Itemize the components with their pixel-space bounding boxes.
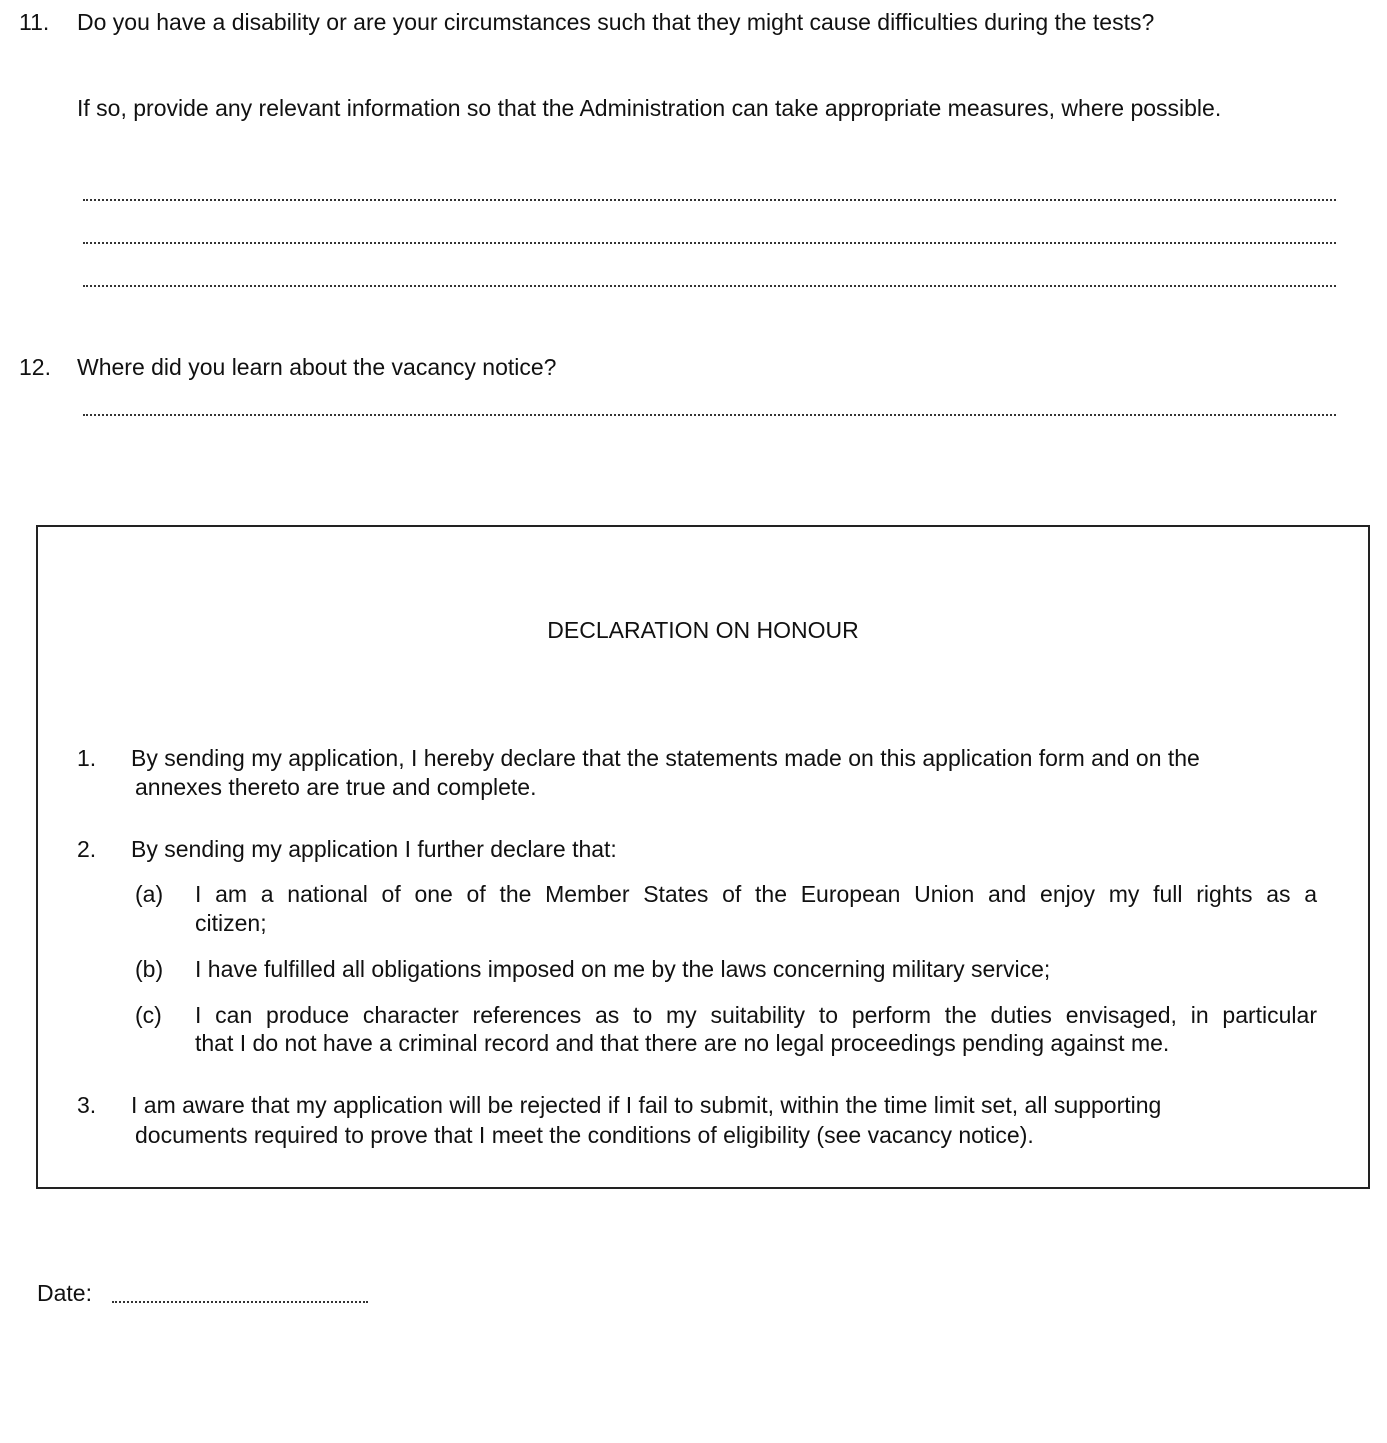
answer-11-line-2[interactable] <box>83 242 1336 244</box>
declaration-subitem-a-line-2: citizen; <box>195 910 267 936</box>
declaration-subitem-c-line-2: that I do not have a criminal record and that there are no legal proceedings pending against me. <box>195 1030 1170 1056</box>
date-field[interactable] <box>112 1301 368 1303</box>
declaration-item-1-line-2: annexes thereto are true and complete. <box>135 774 537 800</box>
declaration-box <box>36 525 1370 1189</box>
declaration-item-3-line-1: I am aware that my application will be rejected if I fail to submit, within the time limit set, all supporting <box>131 1092 1162 1118</box>
question-12-number: 12. <box>19 354 51 380</box>
declaration-subitem-a-letter: (a) <box>135 881 164 907</box>
answer-11-line-1[interactable] <box>83 199 1336 201</box>
declaration-item-2-number: 2. <box>77 836 97 862</box>
declaration-subitem-b-line-1: I have fulfilled all obligations imposed on me by the laws concerning military service; <box>195 956 1051 982</box>
question-11-number: 11. <box>19 9 50 35</box>
declaration-subitem-c-letter: (c) <box>135 1002 162 1028</box>
answer-12-line[interactable] <box>83 414 1336 416</box>
declaration-title: DECLARATION ON HONOUR <box>547 617 859 643</box>
question-11-text: Do you have a disability or are your circumstances such that they might cause difficulties during the tests? <box>77 9 1155 35</box>
declaration-item-2-line-1: By sending my application I further declare that: <box>131 836 617 862</box>
declaration-subitem-a-line-1: I am a national of one of the Member States of the European Union and enjoy my full rights as a <box>195 881 1317 907</box>
declaration-subitem-c-line-1: I can produce character references as to my suitability to perform the duties envisaged, in particular <box>195 1002 1317 1028</box>
declaration-item-1-number: 1. <box>77 745 97 771</box>
declaration-item-1-line-1: By sending my application, I hereby declare that the statements made on this application form and on the <box>131 745 1200 771</box>
declaration-subitem-b-letter: (b) <box>135 956 164 982</box>
question-11-followup: If so, provide any relevant information so that the Administration can take appropriate measures, where possible. <box>77 95 1222 121</box>
declaration-item-3-number: 3. <box>77 1092 97 1118</box>
declaration-item-3-line-2: documents required to prove that I meet the conditions of eligibility (see vacancy notice). <box>135 1122 1034 1148</box>
question-12-text: Where did you learn about the vacancy notice? <box>77 354 557 380</box>
answer-11-line-3[interactable] <box>83 285 1336 287</box>
date-label: Date: <box>37 1280 92 1306</box>
